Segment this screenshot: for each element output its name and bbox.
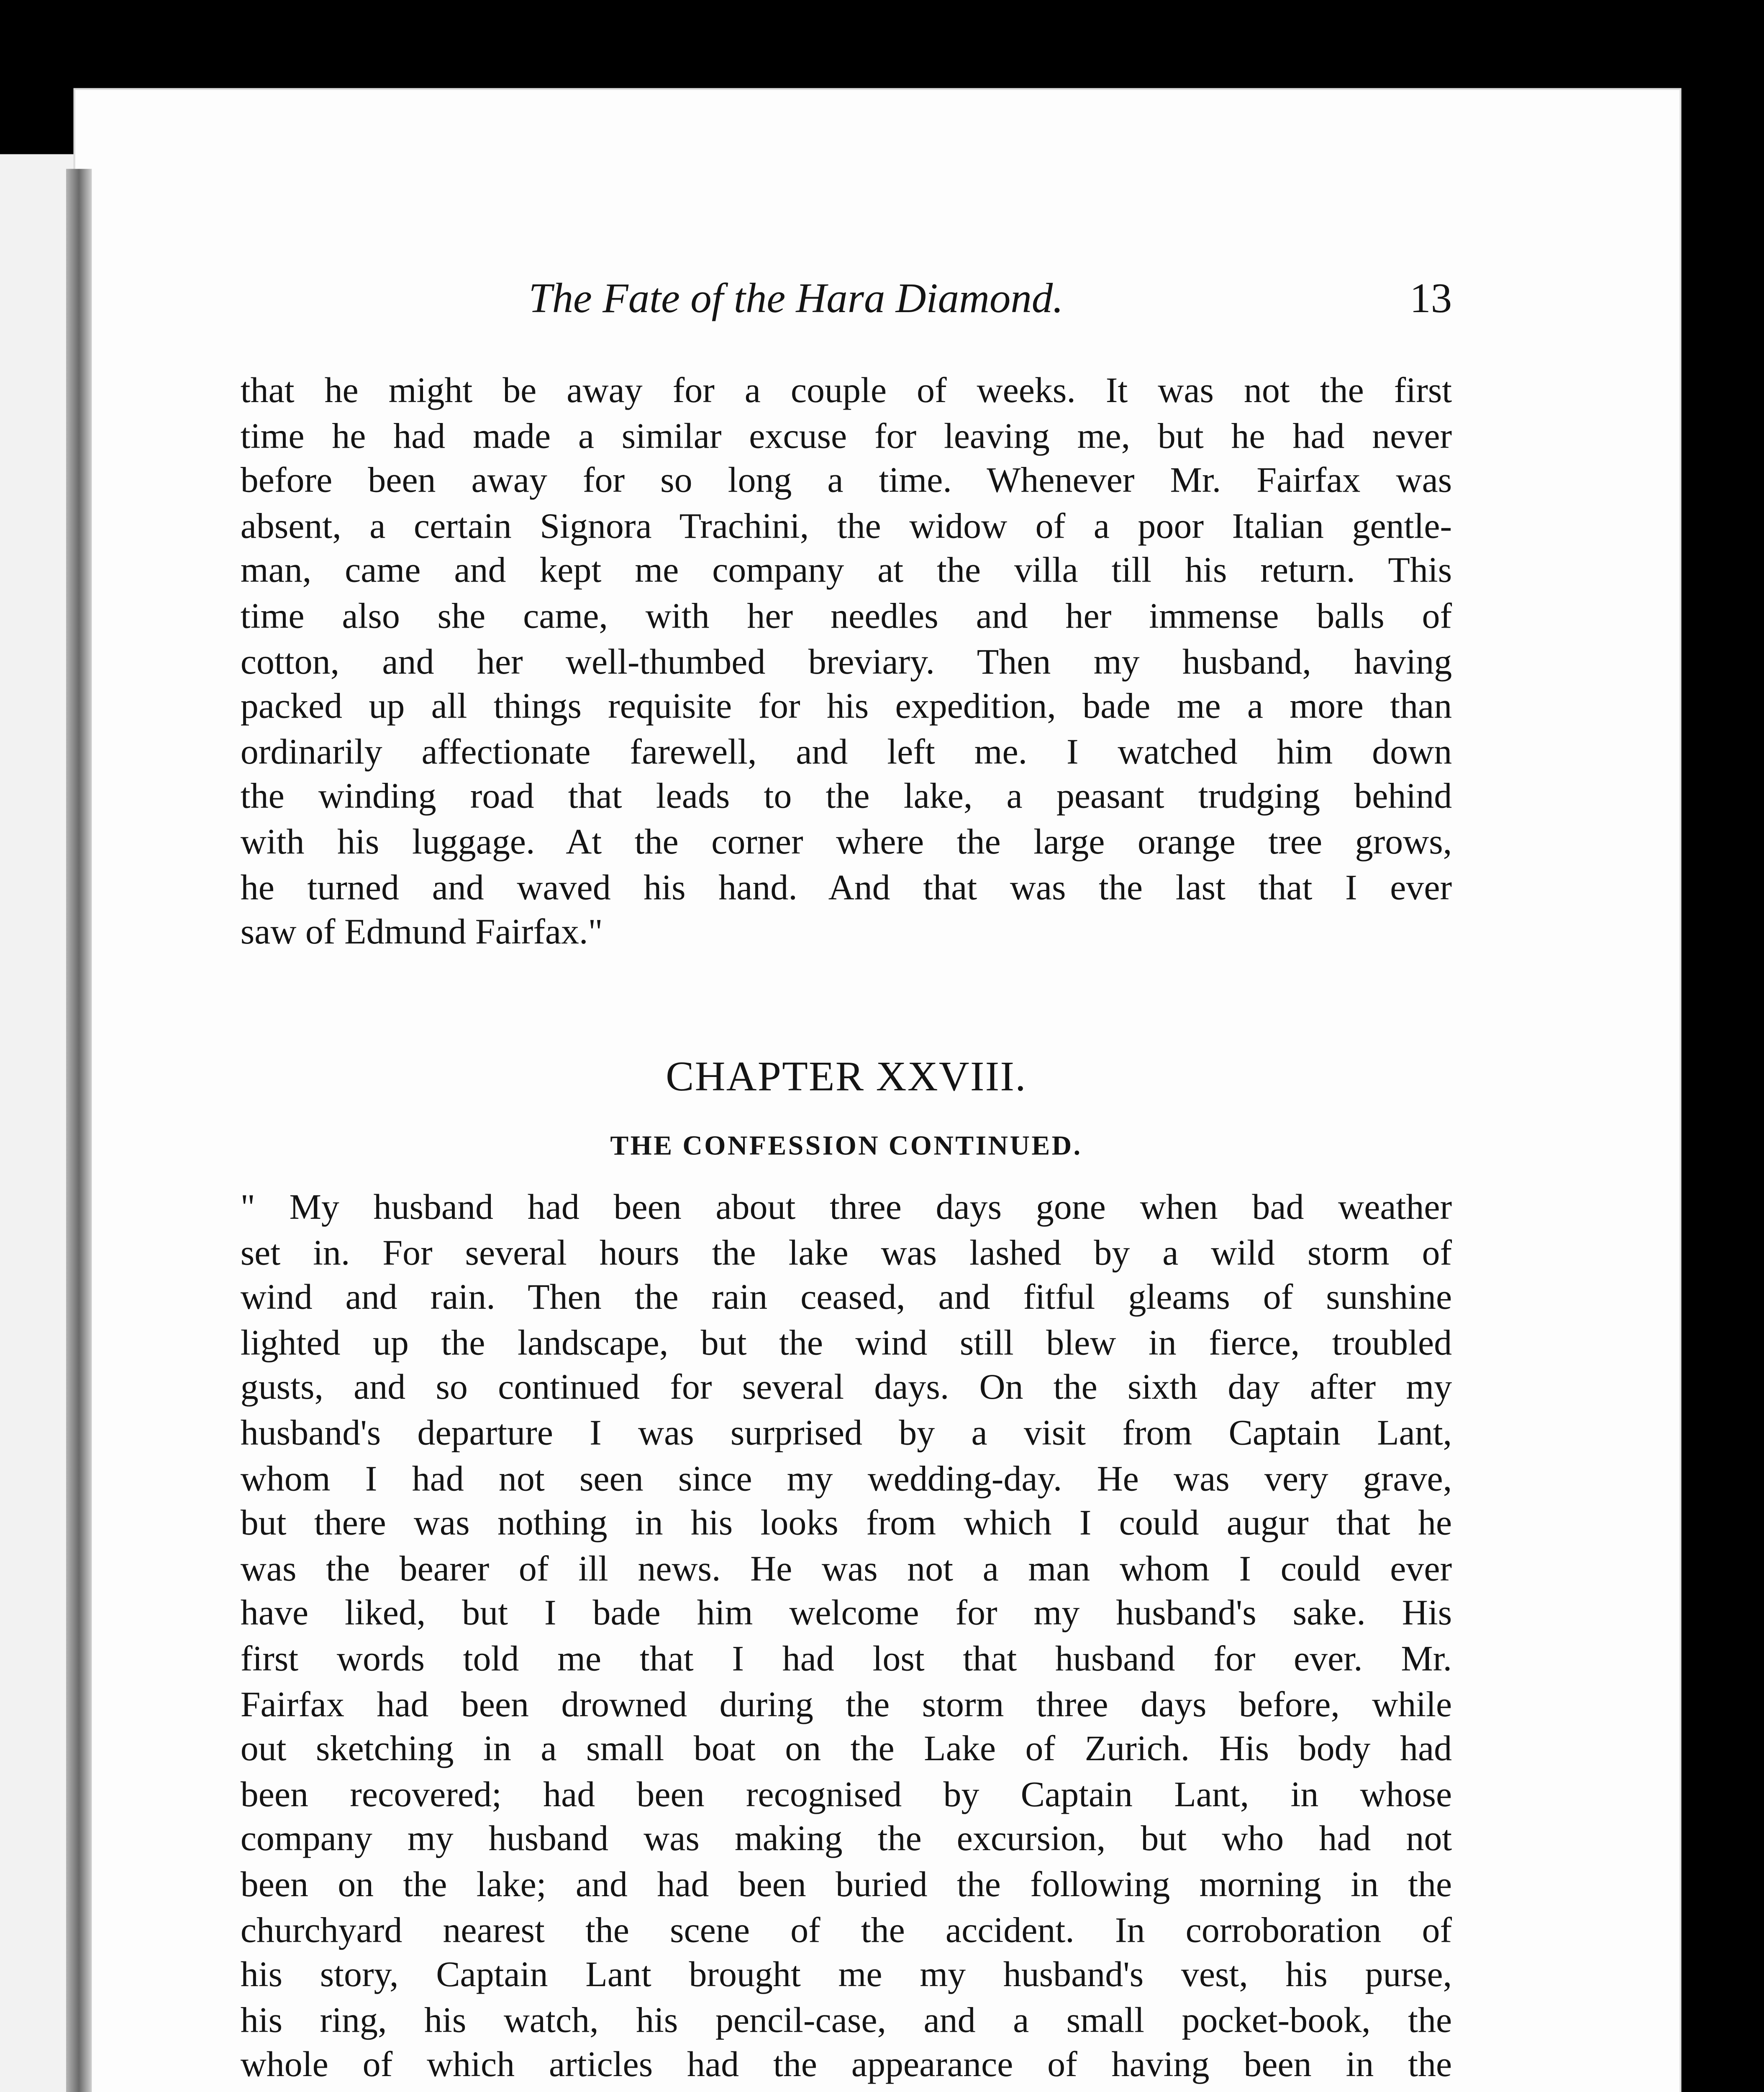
text-line: time also she came, with her needles and her immense balls of xyxy=(240,598,1452,637)
text-line: packed up all things requisite for his expedition, bade me a more than xyxy=(240,688,1452,727)
text-line: his ring, his watch, his pencil-case, and a small pocket-book, the xyxy=(240,2002,1452,2041)
text-line: saw of Edmund Fairfax." xyxy=(240,914,603,953)
text-line: with his luggage. At the corner where the large orange tree grows, xyxy=(240,824,1452,863)
text-line: set in. For several hours the lake was lashed by a wild storm of xyxy=(240,1234,1452,1273)
previous-page-edge xyxy=(0,154,73,2092)
text-line: been on the lake; and had been buried the following morning in the xyxy=(240,1866,1452,1905)
text-line: absent, a certain Signora Trachini, the widow of a poor Italian gentle- xyxy=(240,508,1452,547)
text-line: he turned and waved his hand. And that was the last that I ever xyxy=(240,869,1452,908)
text-line: man, came and kept me company at the villa till his return. This xyxy=(240,553,1452,592)
text-line: churchyard nearest the scene of the accident. In corroboration of xyxy=(240,1912,1452,1951)
text-line: wind and rain. Then the rain ceased, and fitful gleams of sunshine xyxy=(240,1279,1452,1318)
book-spine-shadow xyxy=(66,169,92,2092)
text-line: been recovered; had been recognised by Captain Lant, in whose xyxy=(240,1776,1452,1815)
chapter-subheading: THE CONFESSION CONTINUED. xyxy=(610,1132,1082,1162)
text-line: out sketching in a small boat on the Lake of Zurich. His body had xyxy=(240,1731,1452,1770)
page-number: 13 xyxy=(1410,275,1452,321)
text-line: whom I had not seen since my wedding-day. He was very grave, xyxy=(240,1460,1452,1499)
top-paragraph xyxy=(241,371,1452,958)
text-line: Fairfax had been drowned during the storm three days before, while xyxy=(240,1686,1452,1725)
text-line: his story, Captain Lant brought me my husband's vest, his purse, xyxy=(240,1957,1452,1996)
text-line: whole of which articles had the appearance of having been in the xyxy=(240,2047,1452,2086)
chapter-heading: CHAPTER XXVIII. xyxy=(666,1054,1027,1100)
running-head-title: The Fate of the Hara Diamond. xyxy=(528,275,1064,321)
text-line: husband's departure I was surprised by a visit from Captain Lant, xyxy=(240,1415,1452,1454)
text-line: was the bearer of ill news. He was not a man whom I could ever xyxy=(240,1551,1452,1590)
text-line: cotton, and her well-thumbed breviary. Then my husband, having xyxy=(240,643,1452,682)
text-line xyxy=(241,2090,1452,2092)
text-line: that he might be away for a couple of weeks. It was not the first xyxy=(240,372,1452,411)
text-line: time he had made a similar excuse for leaving me, but he had never xyxy=(240,418,1452,456)
text-line: lighted up the landscape, but the wind still blew in fierce, troubled xyxy=(240,1325,1452,1364)
running-head xyxy=(241,275,1452,331)
text-line: ordinarily affectionate farewell, and left me. I watched him down xyxy=(240,733,1452,772)
text-line: " My husband had been about three days gone when bad weather xyxy=(240,1189,1452,1228)
chapter-paragraph-1 xyxy=(241,1187,1452,2092)
text-line: have liked, but I bade him welcome for my husband's sake. His xyxy=(240,1595,1452,1635)
text-line: before been away for so long a time. Whenever Mr. Fairfax was xyxy=(240,463,1452,502)
text-line: but there was nothing in his looks from which I could augur that he xyxy=(240,1505,1452,1544)
text-line: gusts, and so continued for several days. On the sixth day after my xyxy=(240,1370,1452,1409)
text-line: first words told me that I had lost that husband for ever. Mr. xyxy=(240,1641,1452,1679)
text-line: company my husband was making the excursion, but who had not xyxy=(240,1821,1452,1860)
text-line: the winding road that leads to the lake, a peasant trudging behind xyxy=(240,779,1452,818)
